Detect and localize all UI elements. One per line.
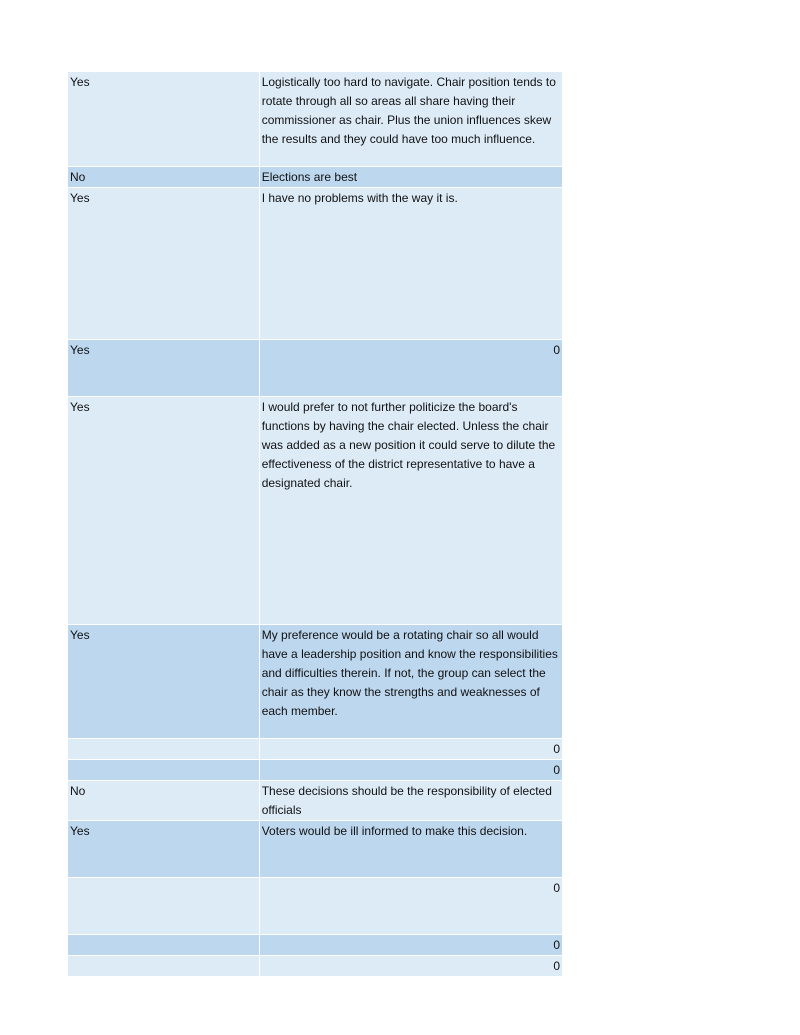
answer-cell[interactable] bbox=[68, 956, 260, 977]
table-row bbox=[68, 821, 563, 878]
comment-cell[interactable]: 0 bbox=[259, 340, 562, 397]
table-row bbox=[68, 625, 563, 739]
comment-cell[interactable]: I have no problems with the way it is. bbox=[259, 188, 562, 340]
answer-cell[interactable]: No bbox=[68, 167, 260, 188]
comment-cell[interactable]: I would prefer to not further politicize the board's functions by having the chair elected. Unless the chair was added as a new position it could serve to dilute the effectiveness of the district representative to have a designated chair. bbox=[259, 397, 562, 625]
answer-cell[interactable]: Yes bbox=[68, 340, 260, 397]
answer-cell[interactable]: Yes bbox=[68, 72, 260, 167]
table-row bbox=[68, 781, 563, 821]
table-row bbox=[68, 878, 563, 935]
answer-cell[interactable]: Yes bbox=[68, 397, 260, 625]
answer-cell[interactable]: Yes bbox=[68, 821, 260, 878]
answer-cell[interactable]: Yes bbox=[68, 625, 260, 739]
table-row bbox=[68, 167, 563, 188]
comment-cell[interactable]: Elections are best bbox=[259, 167, 562, 188]
table-row bbox=[68, 739, 563, 760]
comment-cell[interactable]: 0 bbox=[259, 956, 562, 977]
table-row bbox=[68, 935, 563, 956]
table-row bbox=[68, 760, 563, 781]
comment-cell[interactable]: These decisions should be the responsibility of elected officials bbox=[259, 781, 562, 821]
comment-cell[interactable]: My preference would be a rotating chair so all would have a leadership position and know the responsibilities and difficulties therein. If not, the group can select the chair as they know the strengths and weaknesses of each member. bbox=[259, 625, 562, 739]
comment-cell[interactable]: Voters would be ill informed to make this decision. bbox=[259, 821, 562, 878]
table-row bbox=[68, 72, 563, 167]
answer-cell[interactable] bbox=[68, 739, 260, 760]
comment-cell[interactable]: 0 bbox=[259, 739, 562, 760]
response-table bbox=[67, 71, 563, 977]
answer-cell[interactable]: Yes bbox=[68, 188, 260, 340]
table-row bbox=[68, 340, 563, 397]
answer-cell[interactable]: No bbox=[68, 781, 260, 821]
answer-cell[interactable] bbox=[68, 760, 260, 781]
comment-cell[interactable]: 0 bbox=[259, 935, 562, 956]
answer-cell[interactable] bbox=[68, 935, 260, 956]
comment-cell[interactable]: Logistically too hard to navigate. Chair position tends to rotate through all so areas all share having their commissioner as chair. Plus the union influences skew the results and they could have too much influence. bbox=[259, 72, 562, 167]
table-row bbox=[68, 956, 563, 977]
table-row bbox=[68, 397, 563, 625]
comment-cell[interactable]: 0 bbox=[259, 878, 562, 935]
table-row bbox=[68, 188, 563, 340]
answer-cell[interactable] bbox=[68, 878, 260, 935]
comment-cell[interactable]: 0 bbox=[259, 760, 562, 781]
